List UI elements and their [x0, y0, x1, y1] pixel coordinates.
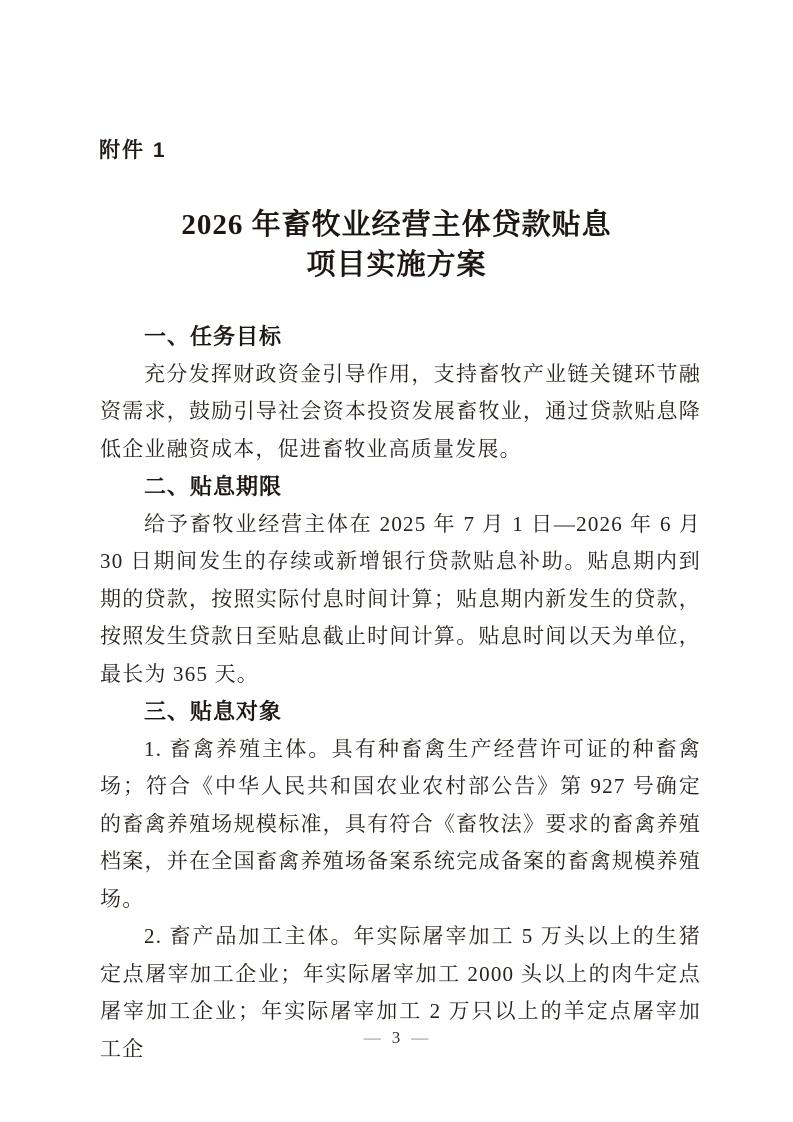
page-number: 3 — [391, 1028, 402, 1047]
document-title — [0, 205, 793, 285]
document-title-line1: 2026 年畜牧业经营主体贷款贴息 — [181, 209, 612, 241]
document-title-line2: 项目实施方案 — [306, 249, 487, 281]
section-heading-subsidy-targets: 三、贴息对象 — [144, 699, 283, 724]
paragraph-processing-entities: 2. 畜产品加工主体。年实际屠宰加工 5 万头以上的生猪定点屠宰加工企业；年实际屠宰加工 2000 头以上的肉牛定点屠宰加工企业；年实际屠宰加工 2 万只以上的羊定点屠宰加工企 — [100, 924, 701, 1061]
paragraph-subsidy-period: 给予畜牧业经营主体在 2025 年 7 月 1 日—2026 年 6 月 30 日期间发生的存续或新增银行贷款贴息补助。贴息期内到期的贷款，按照实际付息时间计算；贴息期内新发生的贷款，按照发生贷款日至贴息截止时间计算。贴息时间以天为单位，最长为 365 天。 — [100, 511, 701, 686]
paragraph-task-objective: 充分发挥财政资金引导作用，支持畜牧产业链关键环节融资需求，鼓励引导社会资本投资发展畜牧业，通过贷款贴息降低企业融资成本，促进畜牧业高质量发展。 — [100, 361, 701, 461]
paragraph-breeding-entities: 1. 畜禽养殖主体。具有种畜禽生产经营许可证的种畜禽场；符合《中华人民共和国农业农村部公告》第 927 号确定的畜禽养殖场规模标准，具有符合《畜牧法》要求的畜禽养殖档案，并在全国畜禽养殖场备案系统完成备案的畜禽规模养殖场。 — [100, 736, 701, 911]
page-footer — [0, 1028, 793, 1048]
attachment-label: 附件 1 — [99, 139, 167, 162]
section-heading-subsidy-period: 二、贴息期限 — [144, 474, 283, 499]
document-body — [100, 318, 701, 1068]
section-heading-task-objective: 一、任务目标 — [144, 324, 283, 349]
footer-dash-left: — — [363, 1028, 382, 1047]
footer-dash-right: — — [411, 1028, 430, 1047]
